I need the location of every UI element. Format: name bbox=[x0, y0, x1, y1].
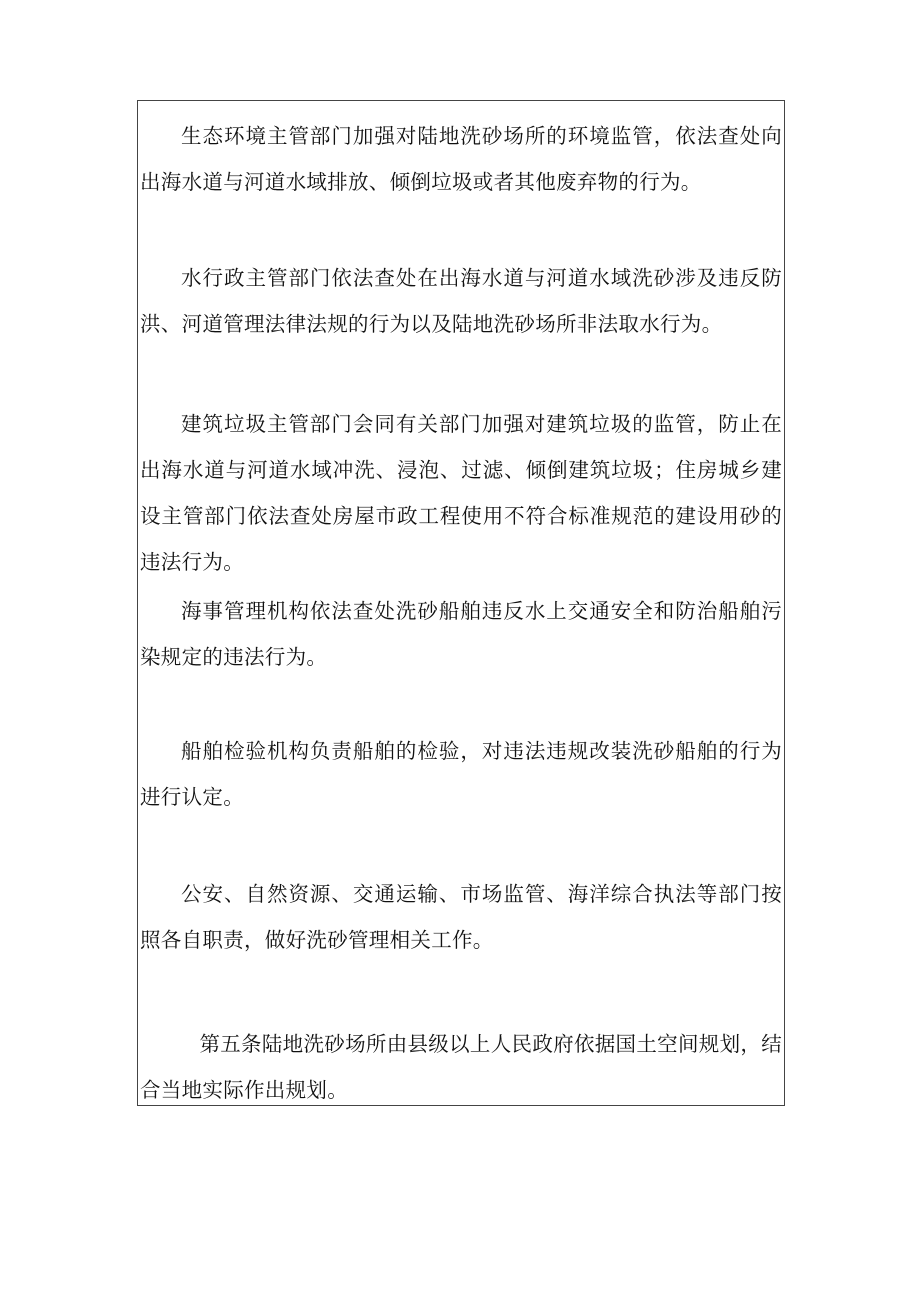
paragraph-water-admin-dept: 水行政主管部门依法查处在出海水道与河道水域洗砂涉及违反防洪、河道管理法律法规的行为以及陆地洗砂场所非法取水行为。 bbox=[140, 266, 782, 336]
paragraph-construction-waste-dept: 建筑垃圾主管部门会同有关部门加强对建筑垃圾的监管，防止在出海水道与河道水域冲洗、浸泡、过滤、倾倒建筑垃圾；住房城乡建设主管部门依法查处房屋市政工程使用不符合标准规范的建设用砂的违法行为。 bbox=[140, 412, 782, 574]
paragraph-maritime-agency: 海事管理机构依法查处洗砂船舶违反水上交通安全和防治船舶污染规定的违法行为。 bbox=[140, 599, 782, 669]
paragraph-ship-inspection-agency: 船舶检验机构负责船舶的检验，对违法违规改装洗砂船舶的行为进行认定。 bbox=[140, 739, 782, 809]
paragraph-article-five: 第五条陆地洗砂场所由县级以上人民政府依据国土空间规划，结合当地实际作出规划。 bbox=[140, 1032, 782, 1102]
paragraph-other-departments: 公安、自然资源、交通运输、市场监管、海洋综合执法等部门按照各自职责，做好洗砂管理相关工作。 bbox=[140, 882, 782, 952]
paragraph-environment-dept: 生态环境主管部门加强对陆地洗砂场所的环境监管，依法查处向出海水道与河道水域排放、倾倒垃圾或者其他废弃物的行为。 bbox=[140, 124, 782, 194]
document-frame bbox=[137, 100, 785, 1106]
